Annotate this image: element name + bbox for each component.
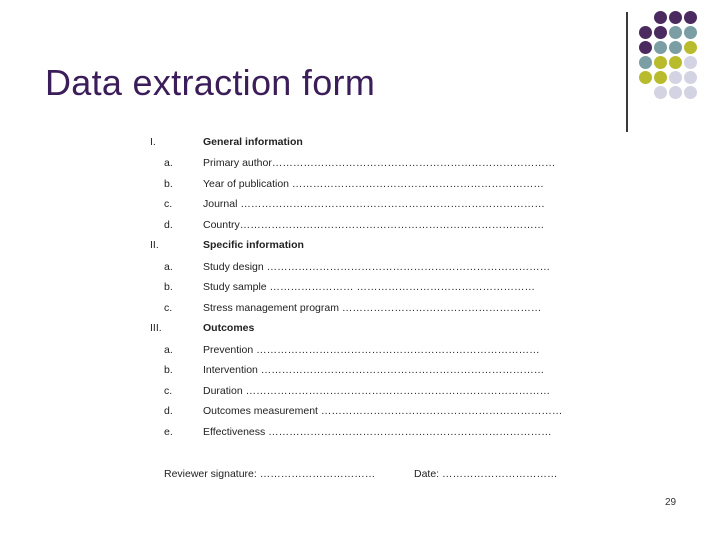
section-heading: Specific information [203,239,304,251]
data-extraction-form [150,132,570,482]
decorative-dot [639,41,652,54]
decorative-dot [684,41,697,54]
decorative-dot [639,26,652,39]
reviewer-signature-field: Reviewer signature: …………………………… [164,468,376,480]
form-field-effectiveness: Effectiveness ……………………………………………………………………… [203,426,552,438]
section-heading: Outcomes [203,322,255,334]
decorative-dot [669,86,682,99]
form-field-prevention: Prevention ……………………………………………………………………… [203,344,540,356]
decorative-dot [684,71,697,84]
form-field-primary-author: Primary author……………………………………………………………………… [203,157,556,169]
section-number: III. [150,322,162,334]
decorative-dot [654,26,667,39]
decorative-dot [654,11,667,24]
item-letter: b. [164,364,173,376]
decorative-dot [654,71,667,84]
decorative-dot [684,11,697,24]
date-field: Date: …………………………… [414,468,558,480]
item-letter: d. [164,405,173,417]
decorative-dot [684,26,697,39]
decorative-dot [669,41,682,54]
decorative-dot [669,71,682,84]
form-field-stress-program: Stress management program ………………………………………………… [203,302,542,314]
form-field-journal: Journal …………………………………………………………………………… [203,198,545,210]
item-letter: c. [164,385,173,397]
decorative-dot [669,56,682,69]
item-letter: c. [164,198,173,210]
item-letter: a. [164,261,173,273]
section-number: II. [150,239,159,251]
decorative-dot [654,86,667,99]
form-field-year: Year of publication ……………………………………………………………… [203,178,544,190]
item-letter: a. [164,344,173,356]
decorative-dot [639,71,652,84]
decorative-dot [654,56,667,69]
item-letter: a. [164,157,173,169]
decorative-dot [639,56,652,69]
item-letter: d. [164,219,173,231]
item-letter: e. [164,426,173,438]
form-field-study-sample: Study sample …………………… …………………………………………… [203,281,535,293]
form-field-outcomes-measurement: Outcomes measurement …………………………………………………………… [203,405,563,417]
item-letter: b. [164,178,173,190]
decorative-dot [654,41,667,54]
form-field-study-design: Study design ……………………………………………………………………… [203,261,551,273]
decorative-dot [684,56,697,69]
decorative-dot [669,11,682,24]
decorative-dot [669,26,682,39]
item-letter: b. [164,281,173,293]
slide-title: Data extraction form [45,62,376,103]
form-field-country: Country…………………………………………………………………………… [203,219,545,231]
form-field-duration: Duration …………………………………………………………………………… [203,385,551,397]
form-field-intervention: Intervention ……………………………………………………………………… [203,364,545,376]
divider-line [626,12,628,132]
page-number: 29 [665,497,677,508]
section-heading: General information [203,136,303,148]
decorative-dot [684,86,697,99]
item-letter: c. [164,302,173,314]
section-number: I. [150,136,156,148]
